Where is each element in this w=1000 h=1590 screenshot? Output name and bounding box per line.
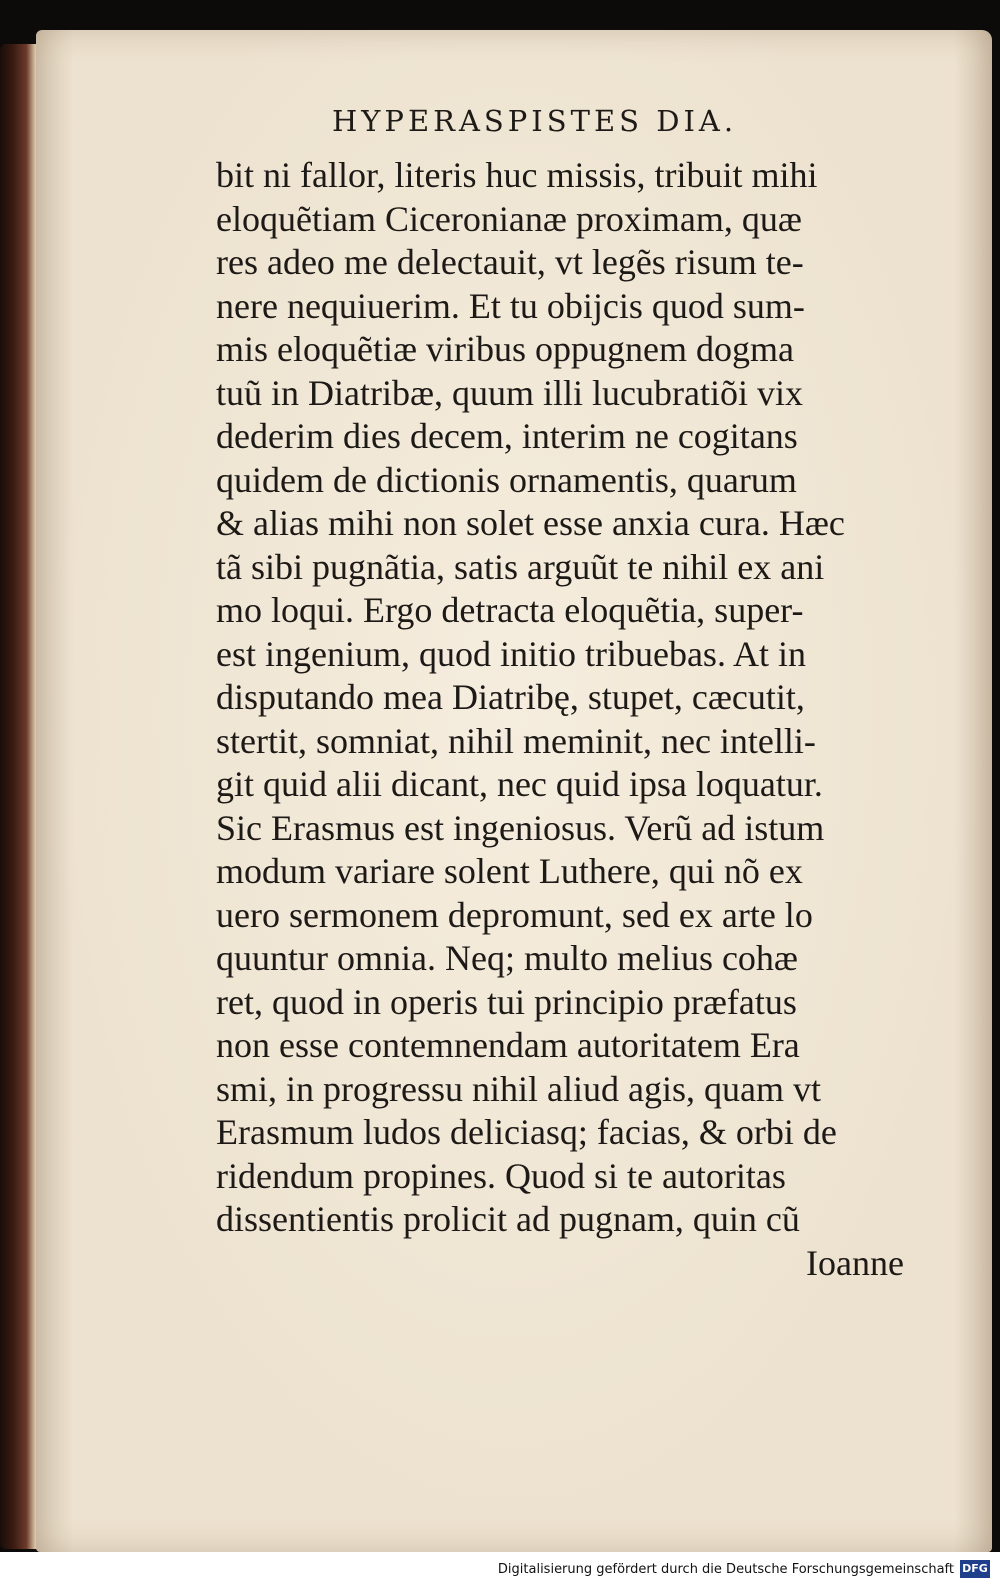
dfg-logo[interactable]: DFG [960, 1560, 990, 1578]
text-line: git quid alii dicant, nec quid ipsa loquatur. [216, 764, 823, 804]
text-line: Sic Erasmus est ingeniosus. Verũ ad istum [216, 807, 825, 848]
text-line: est ingenium, quod initio tribuebas. At in [216, 633, 806, 674]
text-line: ret, quod in operis tui principio præfatus [216, 981, 797, 1022]
text-line: dederim dies decem, interim ne cogitans [216, 416, 798, 456]
text-line: res adeo me delectauit, vt legẽs risum te- [216, 242, 804, 282]
catchword: Ioanne [806, 1243, 904, 1283]
running-head: HYPERASPISTES DIA. [332, 104, 738, 138]
text-line: smi, in progressu nihil aliud agis, quam vt [216, 1068, 821, 1109]
text-line: dissentientis prolicit ad pugnam, quin cũ [216, 1199, 800, 1239]
text-line: & alias mihi non solet esse anxia cura. Hæc [216, 503, 845, 543]
text-line: nere nequiuerim. Et tu obijcis quod sum- [216, 285, 805, 326]
text-line: uero sermonem depromunt, sed ex arte lo [216, 894, 813, 935]
text-line: eloquẽtiam Ciceronianæ proximam, quæ [216, 198, 802, 239]
text-line: quuntur omnia. Neq; multo melius cohæ [216, 938, 798, 978]
text-line: stertit, somniat, nihil meminit, nec intelli- [216, 720, 816, 761]
text-line: modum variare solent Luthere, qui nõ ex [216, 851, 803, 891]
footer-bar [0, 1552, 1000, 1590]
text-line: tuũ in Diatribæ, quum illi lucubratiõi vix [216, 372, 803, 413]
text-line: bit ni fallor, literis huc missis, tribuit mihi [216, 155, 818, 195]
text-line: non esse contemnendam autoritatem Era [216, 1025, 800, 1065]
text-line: Erasmum ludos deliciasq; facias, & orbi de [216, 1112, 837, 1152]
text-line: mis eloquẽtiæ viribus oppugnem dogma [216, 329, 794, 369]
funding-credit: Digitalisierung gefördert durch die Deutsche Forschungsgemeinschaft [497, 1562, 954, 1577]
text-line: tã sibi pugnãtia, satis arguũt te nihil ex ani [216, 546, 825, 587]
text-line: mo loqui. Ergo detracta eloquẽtia, super- [216, 590, 804, 630]
text-line: ridendum propines. Quod si te autoritas [216, 1155, 786, 1196]
text-line: disputando mea Diatribę, stupet, cæcutit, [216, 677, 805, 717]
text-block [216, 154, 936, 1242]
text-line: quidem de dictionis ornamentis, quarum [216, 459, 797, 500]
